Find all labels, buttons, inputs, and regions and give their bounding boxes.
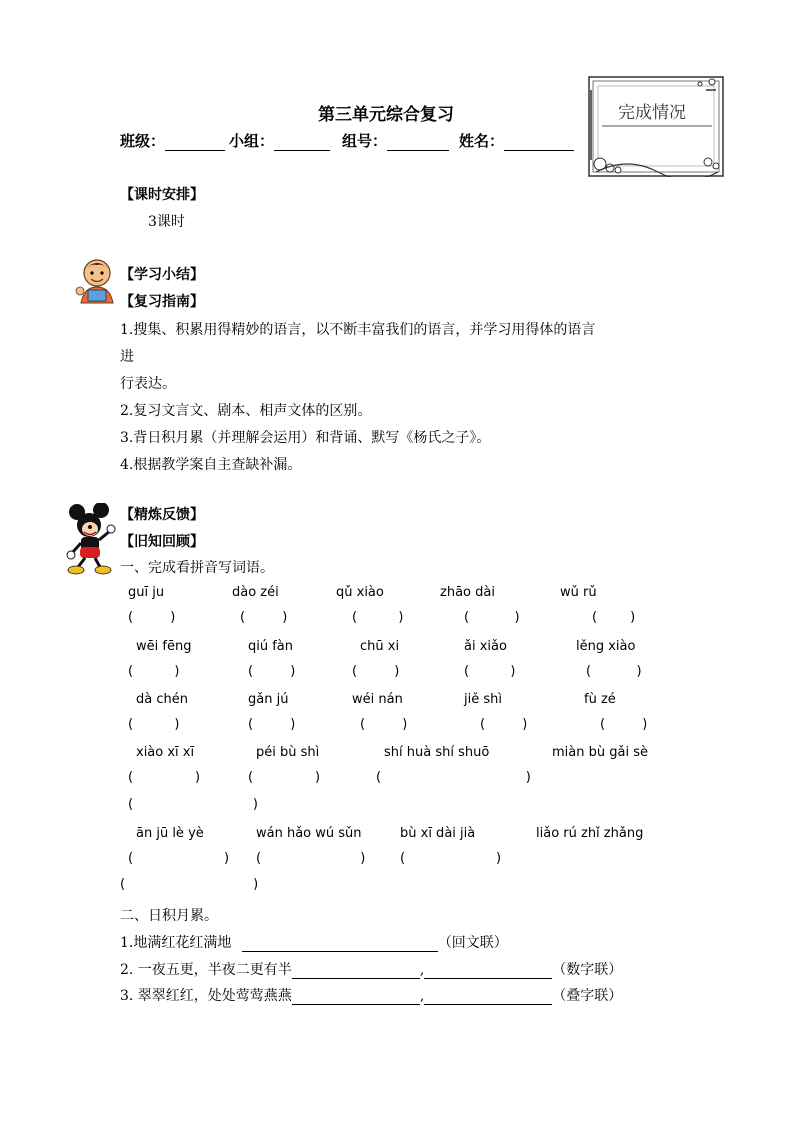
guide-item: 行表达。 bbox=[120, 376, 176, 392]
completion-frame-graphic bbox=[588, 76, 724, 177]
couplet-type: （数字联） bbox=[552, 962, 623, 978]
guide-item: 进 bbox=[120, 349, 134, 365]
schedule-value: 3课时 bbox=[148, 214, 185, 230]
pinyin-item: fù zé bbox=[584, 692, 616, 707]
review-heading: 【旧知回顾】 bbox=[120, 534, 204, 550]
group-field[interactable] bbox=[274, 136, 330, 151]
number-field[interactable] bbox=[387, 136, 449, 151]
answer-paren[interactable]: ( ) bbox=[128, 770, 201, 785]
class-label: 班级： bbox=[120, 132, 166, 150]
couplet-answer-blank[interactable] bbox=[292, 964, 420, 979]
answer-paren[interactable]: ( ) bbox=[120, 877, 259, 892]
couplet-prompt: 3. 翠翠红红，处处莺莺燕燕 bbox=[120, 988, 292, 1004]
pinyin-item: shí huà shí shuō bbox=[384, 745, 490, 760]
pinyin-item: liǎo rú zhǐ zhǎng bbox=[536, 826, 644, 841]
answer-paren[interactable]: ( ) bbox=[240, 610, 288, 625]
guide-item: 2.复习文言文、剧本、相声文体的区别。 bbox=[120, 403, 372, 419]
pinyin-item: wēi fēng bbox=[136, 639, 192, 654]
pinyin-item: miàn bù gǎi sè bbox=[552, 745, 648, 760]
name-field[interactable] bbox=[504, 136, 574, 151]
couplet-sep: , bbox=[419, 988, 425, 1004]
pinyin-item: gǎn jú bbox=[248, 692, 289, 707]
pinyin-item: zhāo dài bbox=[440, 585, 495, 600]
boy-cartoon-icon bbox=[74, 257, 120, 305]
couplet-sep: , bbox=[419, 962, 425, 978]
couplet-type: （叠字联） bbox=[552, 988, 623, 1004]
answer-paren[interactable]: ( ) bbox=[400, 851, 502, 866]
pinyin-item: dà chén bbox=[136, 692, 188, 707]
answer-paren[interactable]: ( ) bbox=[480, 717, 528, 732]
couplet-line bbox=[120, 959, 622, 979]
answer-paren[interactable]: ( ) bbox=[464, 664, 516, 679]
couplet-answer-blank[interactable] bbox=[424, 964, 552, 979]
answer-paren[interactable]: ( ) bbox=[248, 717, 296, 732]
pinyin-item: wán hǎo wú sǔn bbox=[256, 826, 362, 841]
answer-paren[interactable]: ( ) bbox=[464, 610, 520, 625]
pinyin-item: qiú fàn bbox=[248, 639, 294, 654]
pinyin-item: ǎi xiǎo bbox=[464, 639, 507, 654]
schedule-heading: 【课时安排】 bbox=[120, 187, 204, 203]
completion-label: 完成情况 bbox=[618, 103, 686, 123]
answer-paren[interactable]: ( ) bbox=[352, 664, 400, 679]
pinyin-item: qǔ xiào bbox=[336, 585, 384, 600]
completion-box bbox=[588, 76, 724, 177]
pinyin-item: lěng xiào bbox=[576, 639, 636, 654]
number-label: 组号： bbox=[342, 132, 388, 150]
student-info-line bbox=[120, 130, 578, 151]
answer-paren[interactable]: ( ) bbox=[600, 717, 648, 732]
section2-title: 二、日积月累。 bbox=[120, 908, 218, 924]
pinyin-item: chū xi bbox=[360, 639, 400, 654]
couplet-prompt: 1.地满红花红满地 bbox=[120, 935, 232, 951]
guide-heading: 【复习指南】 bbox=[120, 294, 204, 310]
pinyin-item: xiào xī xī bbox=[136, 745, 195, 760]
answer-paren[interactable]: ( ) bbox=[592, 610, 636, 625]
section1-title: 一、完成看拼音写词语。 bbox=[120, 560, 274, 576]
guide-item: 4.根据教学案自主查缺补漏。 bbox=[120, 457, 302, 473]
pinyin-item: ān jū lè yè bbox=[136, 826, 204, 841]
answer-paren[interactable]: ( ) bbox=[128, 610, 176, 625]
guide-item: 3.背日积月累（并理解会运用）和背诵、默写《杨氏之子》。 bbox=[120, 430, 491, 446]
answer-paren[interactable]: ( ) bbox=[248, 770, 321, 785]
couplet-line bbox=[120, 985, 622, 1005]
answer-paren[interactable]: ( ) bbox=[360, 717, 408, 732]
guide-item: 1.搜集、积累用得精妙的语言，以不断丰富我们的语言，并学习用得体的语言 bbox=[120, 322, 596, 338]
couplet-answer-blank[interactable] bbox=[292, 990, 420, 1005]
pinyin-item: péi bù shì bbox=[256, 745, 320, 760]
pinyin-item: jiě shì bbox=[464, 692, 502, 707]
pinyin-item: dào zéi bbox=[232, 585, 279, 600]
class-field[interactable] bbox=[165, 136, 225, 151]
couplet-type: （回文联） bbox=[437, 935, 508, 951]
mickey-cartoon-icon bbox=[66, 503, 116, 575]
pinyin-item: wǔ rǔ bbox=[560, 585, 597, 600]
answer-paren[interactable]: ( ) bbox=[128, 797, 258, 812]
name-label: 姓名： bbox=[459, 132, 505, 150]
answer-paren[interactable]: ( ) bbox=[128, 717, 180, 732]
answer-paren[interactable]: ( ) bbox=[352, 610, 404, 625]
couplet-answer-blank[interactable] bbox=[424, 990, 552, 1005]
answer-paren[interactable]: ( ) bbox=[586, 664, 642, 679]
group-label: 小组： bbox=[229, 132, 275, 150]
answer-paren[interactable]: ( ) bbox=[128, 851, 230, 866]
pinyin-item: guī ju bbox=[128, 585, 165, 600]
answer-paren[interactable]: ( ) bbox=[256, 851, 366, 866]
answer-paren[interactable]: ( ) bbox=[248, 664, 296, 679]
answer-paren[interactable]: ( ) bbox=[128, 664, 180, 679]
pinyin-item: wéi nán bbox=[352, 692, 403, 707]
practice-heading: 【精炼反馈】 bbox=[120, 507, 204, 523]
answer-paren[interactable]: ( ) bbox=[376, 770, 531, 785]
couplet-line bbox=[120, 932, 508, 952]
summary-heading: 【学习小结】 bbox=[120, 267, 204, 283]
couplet-answer-blank[interactable] bbox=[242, 937, 438, 952]
pinyin-item: bù xī dài jià bbox=[400, 826, 476, 841]
page-title: 第三单元综合复习 bbox=[318, 105, 454, 125]
couplet-prompt: 2. 一夜五更，半夜二更有半 bbox=[120, 962, 292, 978]
